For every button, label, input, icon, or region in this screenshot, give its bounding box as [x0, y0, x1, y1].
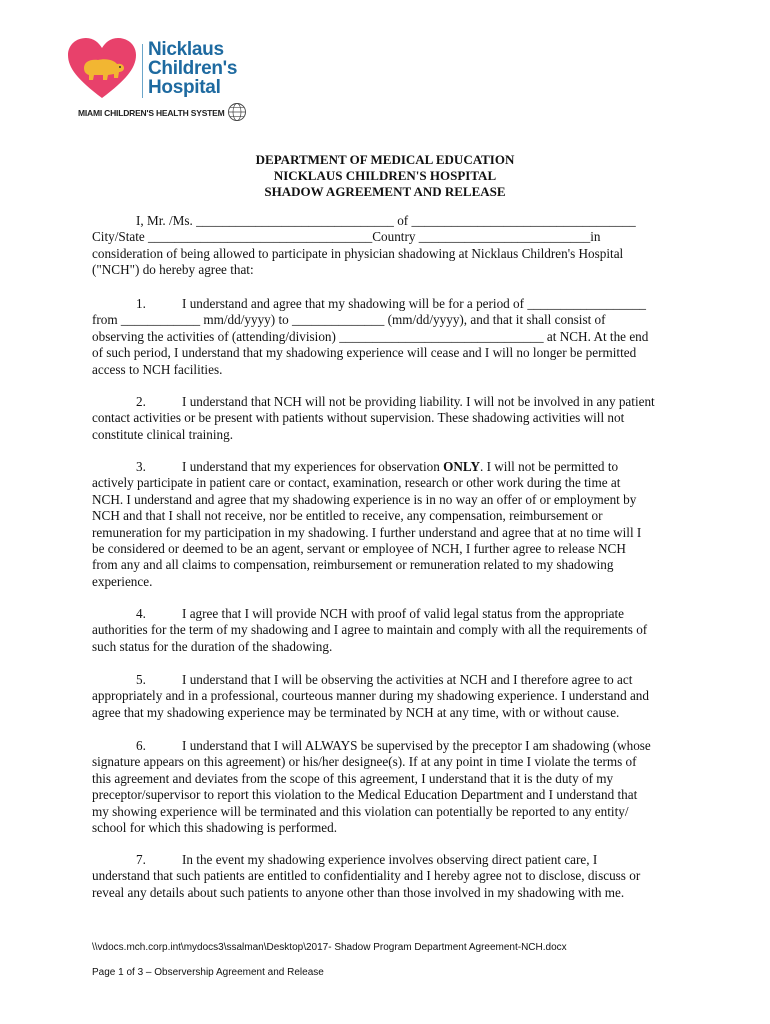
hospital-heading: NICKLAUS CHILDREN'S HOSPITAL [273, 168, 497, 183]
clause-line: I understand and agree that my shadowing will be for a period of __________________ [182, 296, 647, 311]
globe-seal-icon [227, 102, 247, 122]
clause-line: understand that such patients are entitled to confidentiality and I hereby agree not to disclose, discuss or [92, 868, 641, 884]
clause-line: . I will not be permitted to [480, 459, 619, 474]
clause-line: I understand that I will ALWAYS be supervised by the preceptor I am shadowing (whose [182, 738, 651, 753]
clause-number: 3. [136, 459, 146, 474]
intro-line: consideration of being allowed to participate in physician shadowing at Nicklaus Children's Hospital [92, 245, 624, 261]
clause-line: reveal any details about such patients to anyone other than those involved in my shadowing with me. [92, 884, 625, 900]
clause-line: NCH. I understand and agree that my shadowing experience is in no way an offer of or employment by [92, 491, 637, 507]
clause-line: from any and all claims to compensation, reimbursement or remuneration related to my shadowing [92, 557, 614, 573]
clause-line: signature appears on this agreement) or his/her designee(s). If at any point in time I violate the terms of [92, 754, 637, 770]
clause-line: constitute clinical training. [92, 426, 233, 442]
clause-line: preceptor/supervisor to report this violation to the Medical Education Department and I understand that [92, 787, 638, 803]
clause-line: I agree that I will provide NCH with proof of valid legal status from the appropriate [182, 606, 625, 621]
clause-line: be considered or deemed to be an agent, servant or employee of NCH, I further agree to release NCH [92, 541, 626, 557]
clause-5 [92, 672, 682, 721]
clause-line: of such period, I understand that my shadowing experience will cease and I will no longer be permitted [92, 345, 637, 361]
clause-line: this agreement and deviates from the scope of this agreement, I understand that it is the duty of my [92, 770, 614, 786]
logo-line-1: Nicklaus [148, 39, 224, 60]
health-system-label: MIAMI CHILDREN'S HEALTH SYSTEM [78, 108, 225, 118]
clause-line: appropriately and in a professional, courteous manner during my shadowing experience. I understand and [92, 688, 649, 704]
clause-number: 7. [136, 852, 146, 867]
clause-4 [92, 606, 682, 655]
logo-line-3: Hospital [148, 77, 221, 98]
logo-divider [142, 44, 143, 98]
clause-line: actively participate in patient care or contact, examination, research or other work during the time at [92, 475, 621, 491]
clause-line: my showing experience will be terminated and this violation can potentially be reported to any entity/ [92, 803, 629, 819]
clause-line: observing the activities of (attending/division) _______________________________ at NCH. At the end [92, 328, 649, 344]
clause-line: contact activities or be present with patients without supervision. These shadowing activities will not [92, 410, 625, 426]
clause-number: 5. [136, 672, 146, 687]
intro-line: City/State __________________________________Country __________________________in [92, 229, 601, 245]
clause-line: such status for the duration of the shadowing. [92, 638, 333, 654]
hospital-logo [68, 36, 258, 126]
clause-line: school for which this shadowing is performed. [92, 820, 338, 836]
clause-3 [92, 459, 682, 590]
heart-bear-logo-icon [68, 38, 136, 100]
clause-number: 4. [136, 606, 146, 621]
clause-line: In the event my shadowing experience involves observing direct patient care, I [182, 852, 598, 867]
clause-line: experience. [92, 573, 153, 589]
clause-7 [92, 852, 682, 901]
agreement-title: SHADOW AGREEMENT AND RELEASE [264, 184, 506, 199]
department-heading: DEPARTMENT OF MEDICAL EDUCATION [255, 152, 515, 167]
clause-line: I understand that my experiences for observation [182, 459, 444, 474]
logo-line-2: Children's [148, 58, 238, 79]
intro-paragraph [92, 213, 682, 279]
clause-2 [92, 394, 682, 443]
intro-line: ("NCH") do hereby agree that: [92, 262, 254, 278]
clause-line: from ____________ mm/dd/yyyy) to ______________ (mm/dd/yyyy), and that it shall consist of [92, 312, 606, 328]
clause-line: I understand that NCH will not be providing liability. I will not be involved in any patient [182, 394, 655, 409]
clause-number: 6. [136, 738, 146, 753]
clause-number: 2. [136, 394, 146, 409]
clause-6 [92, 738, 682, 836]
logo-wordmark [148, 40, 237, 97]
intro-line: I, Mr. /Ms. ______________________________ of __________________________________ [136, 213, 636, 228]
file-path-footer: \\vdocs.mch.corp.int\mydocs3\ssalman\Desktop\2017- Shadow Program Department Agreement-NCH.docx [92, 942, 567, 953]
clause-line: authorities for the term of my shadowing and I agree to maintain and comply with all the requirements of [92, 622, 648, 638]
clause-number: 1. [136, 296, 146, 311]
clause-1 [92, 296, 682, 378]
clause-line: agree that my shadowing experience may be terminated by NCH at any time, with or without cause. [92, 704, 620, 720]
clause-line: remuneration for my participation in my shadowing. I further understand and agree that at no time will I [92, 524, 642, 540]
emphasis-only: ONLY [443, 459, 480, 474]
page-number-footer: Page 1 of 3 – Observership Agreement and Release [92, 967, 324, 978]
clause-line: I understand that I will be observing the activities at NCH and I therefore agree to act [182, 672, 633, 687]
clause-line: access to NCH facilities. [92, 361, 223, 377]
clause-line: NCH and that I shall not receive, nor be entitled to receive, any compensation, reimbursement or [92, 508, 603, 524]
